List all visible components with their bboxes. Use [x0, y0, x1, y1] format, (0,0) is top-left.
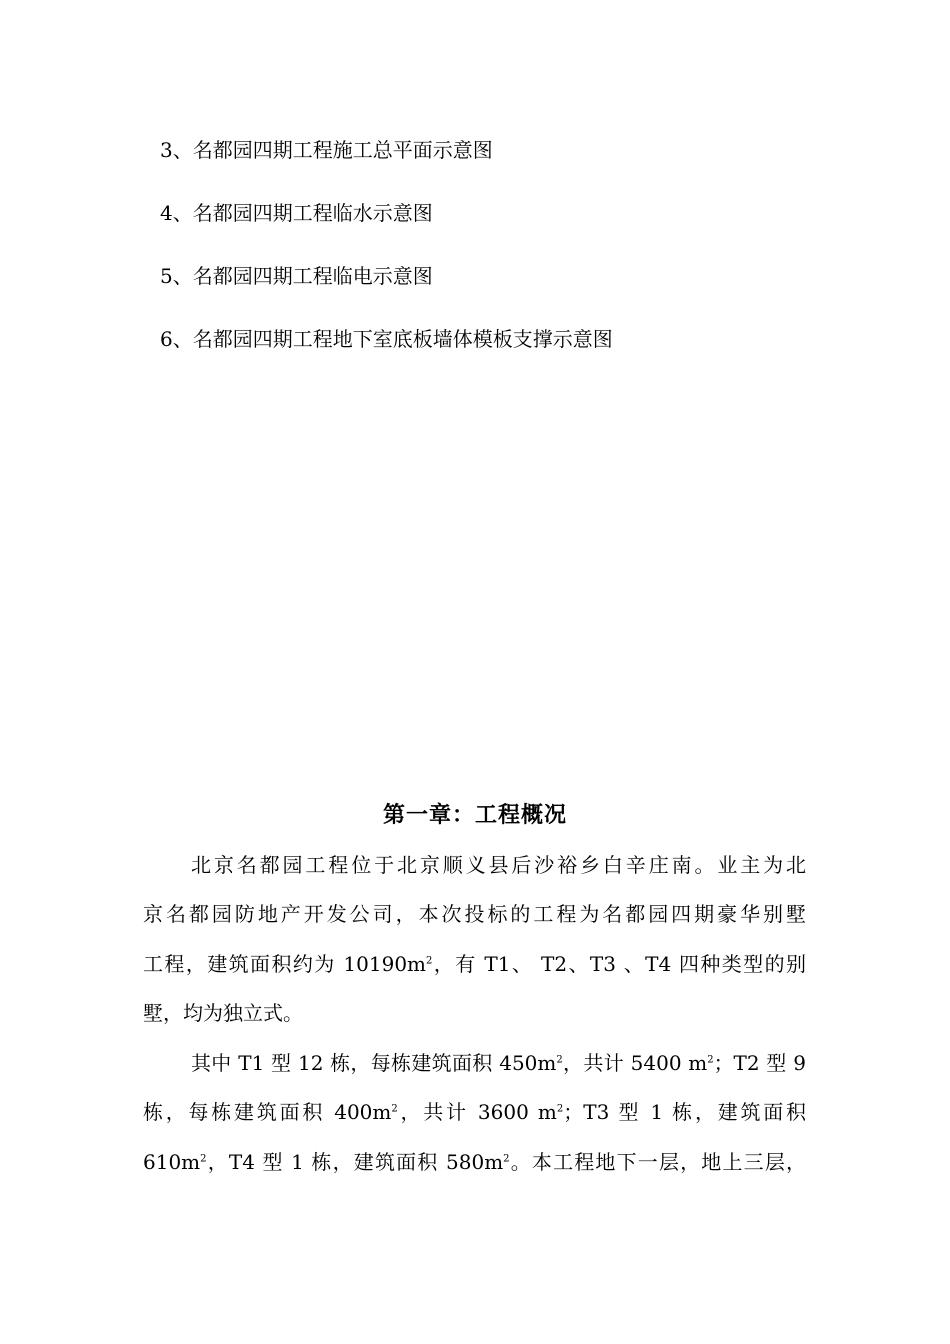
paragraph1-line3-text-b: ，有 T1、 T2、T3 、T4 四种类型的别 — [432, 952, 806, 976]
superscript-2: 2 — [556, 1054, 563, 1066]
paragraph1-line3-text-a: 工程，建筑面积约为 10190m — [143, 952, 427, 976]
paragraph2-line1-text-b: ，共计 5400 m — [562, 1051, 708, 1075]
figure-list-item-5: 5、名都园四期工程临电示意图 — [160, 264, 433, 288]
paragraph2-line3-text-b: ，T4 型 1 栋，建筑面积 580m — [206, 1150, 504, 1174]
figure-list-item-3: 3、名都园四期工程施工总平面示意图 — [160, 138, 493, 162]
paragraph2-line2-text-b: ，共计 3600 m — [397, 1100, 557, 1124]
paragraph2-line3-text-c: 。本工程地下一层，地上三层， — [509, 1150, 807, 1174]
paragraph1-line3 — [143, 949, 806, 979]
superscript-2: 2 — [707, 1054, 714, 1066]
paragraph2-line2-text-c: ；T3 型 1 栋，建筑面积 — [563, 1100, 806, 1124]
paragraph2-line1-text-c: ；T2 型 9 — [713, 1051, 806, 1075]
superscript-2: 2 — [200, 1153, 207, 1165]
paragraph2-line3-text-a: 610m — [143, 1150, 201, 1174]
paragraph2-line1-text-a: 其中 T1 型 12 栋，每栋建筑面积 450m — [191, 1051, 557, 1075]
superscript-2: 2 — [503, 1153, 510, 1165]
paragraph2-line1 — [191, 1048, 806, 1078]
superscript-2: 2 — [556, 1103, 564, 1115]
paragraph1-line1: 北京名都园工程位于北京顺义县后沙裕乡白辛庄南。业主为北 — [191, 853, 806, 877]
superscript-2: 2 — [426, 955, 433, 967]
paragraph2-line2-text-a: 栋，每栋建筑面积 400m — [143, 1100, 392, 1124]
figure-list-item-6: 6、名都园四期工程地下室底板墙体模板支撑示意图 — [160, 327, 613, 351]
chapter-title: 第一章：工程概况 — [382, 802, 567, 828]
superscript-2: 2 — [391, 1103, 398, 1115]
paragraph2-line3 — [143, 1147, 806, 1177]
paragraph1-line4: 墅，均为独立式。 — [143, 1001, 303, 1025]
figure-list-item-4: 4、名都园四期工程临水示意图 — [160, 201, 433, 225]
paragraph2-line2 — [143, 1097, 806, 1127]
paragraph1-line2: 京名都园防地产开发公司，本次投标的工程为名都园四期豪华别墅 — [143, 902, 806, 926]
